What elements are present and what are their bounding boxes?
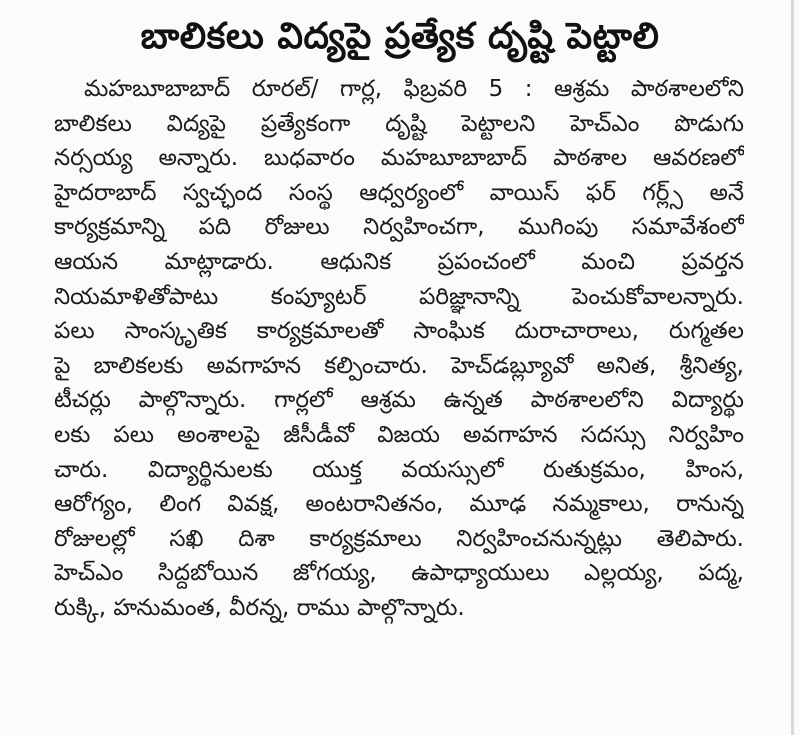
article-line: ఆరోగ్యం, లింగ వివక్ష, అంటరానితనం, మూఢ నమ్మకాలు, రానున్న	[54, 491, 744, 518]
article-line: కార్యక్రమాన్ని పది రోజులు నిర్వహించగా, ముగింపు సమావేశంలో	[54, 214, 744, 241]
article-line: రుక్కి, హనుమంత, వీరన్న, రాము పాల్గొన్నారు.	[54, 594, 465, 621]
article-line: హెచ్ఎం సిద్దబోయిన జోగయ్య, ఉపాధ్యాయులు ఎల్లయ్య, పద్మ,	[54, 560, 744, 587]
article-line: బాలికలు విద్యపై ప్రత్యేకంగా దృష్టి పెట్టాలని హెచ్ఎం పొడుగు	[54, 110, 744, 137]
article-line: హైదరాబాద్ స్వచ్ఛంద సంస్థ ఆధ్వర్యంలో వాయిస్ ఫర్ గర్ల్స్ అనే	[54, 179, 744, 206]
article-line: లకు పలు అంశాలపై జీసీడీవో విజయ అవగాహన సదస్సు నిర్వహిం	[54, 421, 744, 448]
article-line: రోజులల్లో సఖి దిశా కార్యక్రమాలు నిర్వహించనున్నట్లు తెలిపారు.	[54, 525, 744, 552]
article-line: పై బాలికలకు అవగాహన కల్పించారు. హెచ్‌డబ్ల్యూవో అనిత, శ్రీనిత్య,	[54, 352, 744, 379]
article-line: ఆయన మాట్లాడారు. ఆధునిక ప్రపంచంలో మంచి ప్రవర్తన	[54, 248, 744, 275]
article-line: మహబూబాబాద్ రూరల్/ గార్ల, ఫిబ్రవరి 5 : ఆశ్రమ పాఠశాలలోని	[84, 76, 744, 102]
article-line: నర్సయ్య అన్నారు. బుధవారం మహబూబాబాద్ పాఠశాల ఆవరణలో	[54, 145, 744, 172]
article-headline: బాలికలు విద్యపై ప్రత్యేక దృష్టి పెట్టాలి	[140, 16, 660, 57]
article-line: చారు. విద్యార్థినులకు యుక్త వయస్సులో రుతుక్రమం, హింస,	[54, 456, 744, 483]
article-body	[54, 72, 744, 626]
article-line: పలు సాంస్కృతిక కార్యక్రమాలతో సాంఘిక దురాచారాలు, రుగ్మతల	[54, 318, 744, 345]
article-line: టీచర్లు పాల్గొన్నారు. గార్లలో ఆశ్రమ ఉన్నత పాఠశాలలోని విద్యార్థు	[54, 387, 744, 414]
clipping-edge-divider	[791, 0, 794, 735]
article-line: నియమాళితోపాటు కంప్యూటర్ పరిజ్ఞానాన్ని పెంచుకోవాలన్నారు.	[54, 283, 744, 310]
